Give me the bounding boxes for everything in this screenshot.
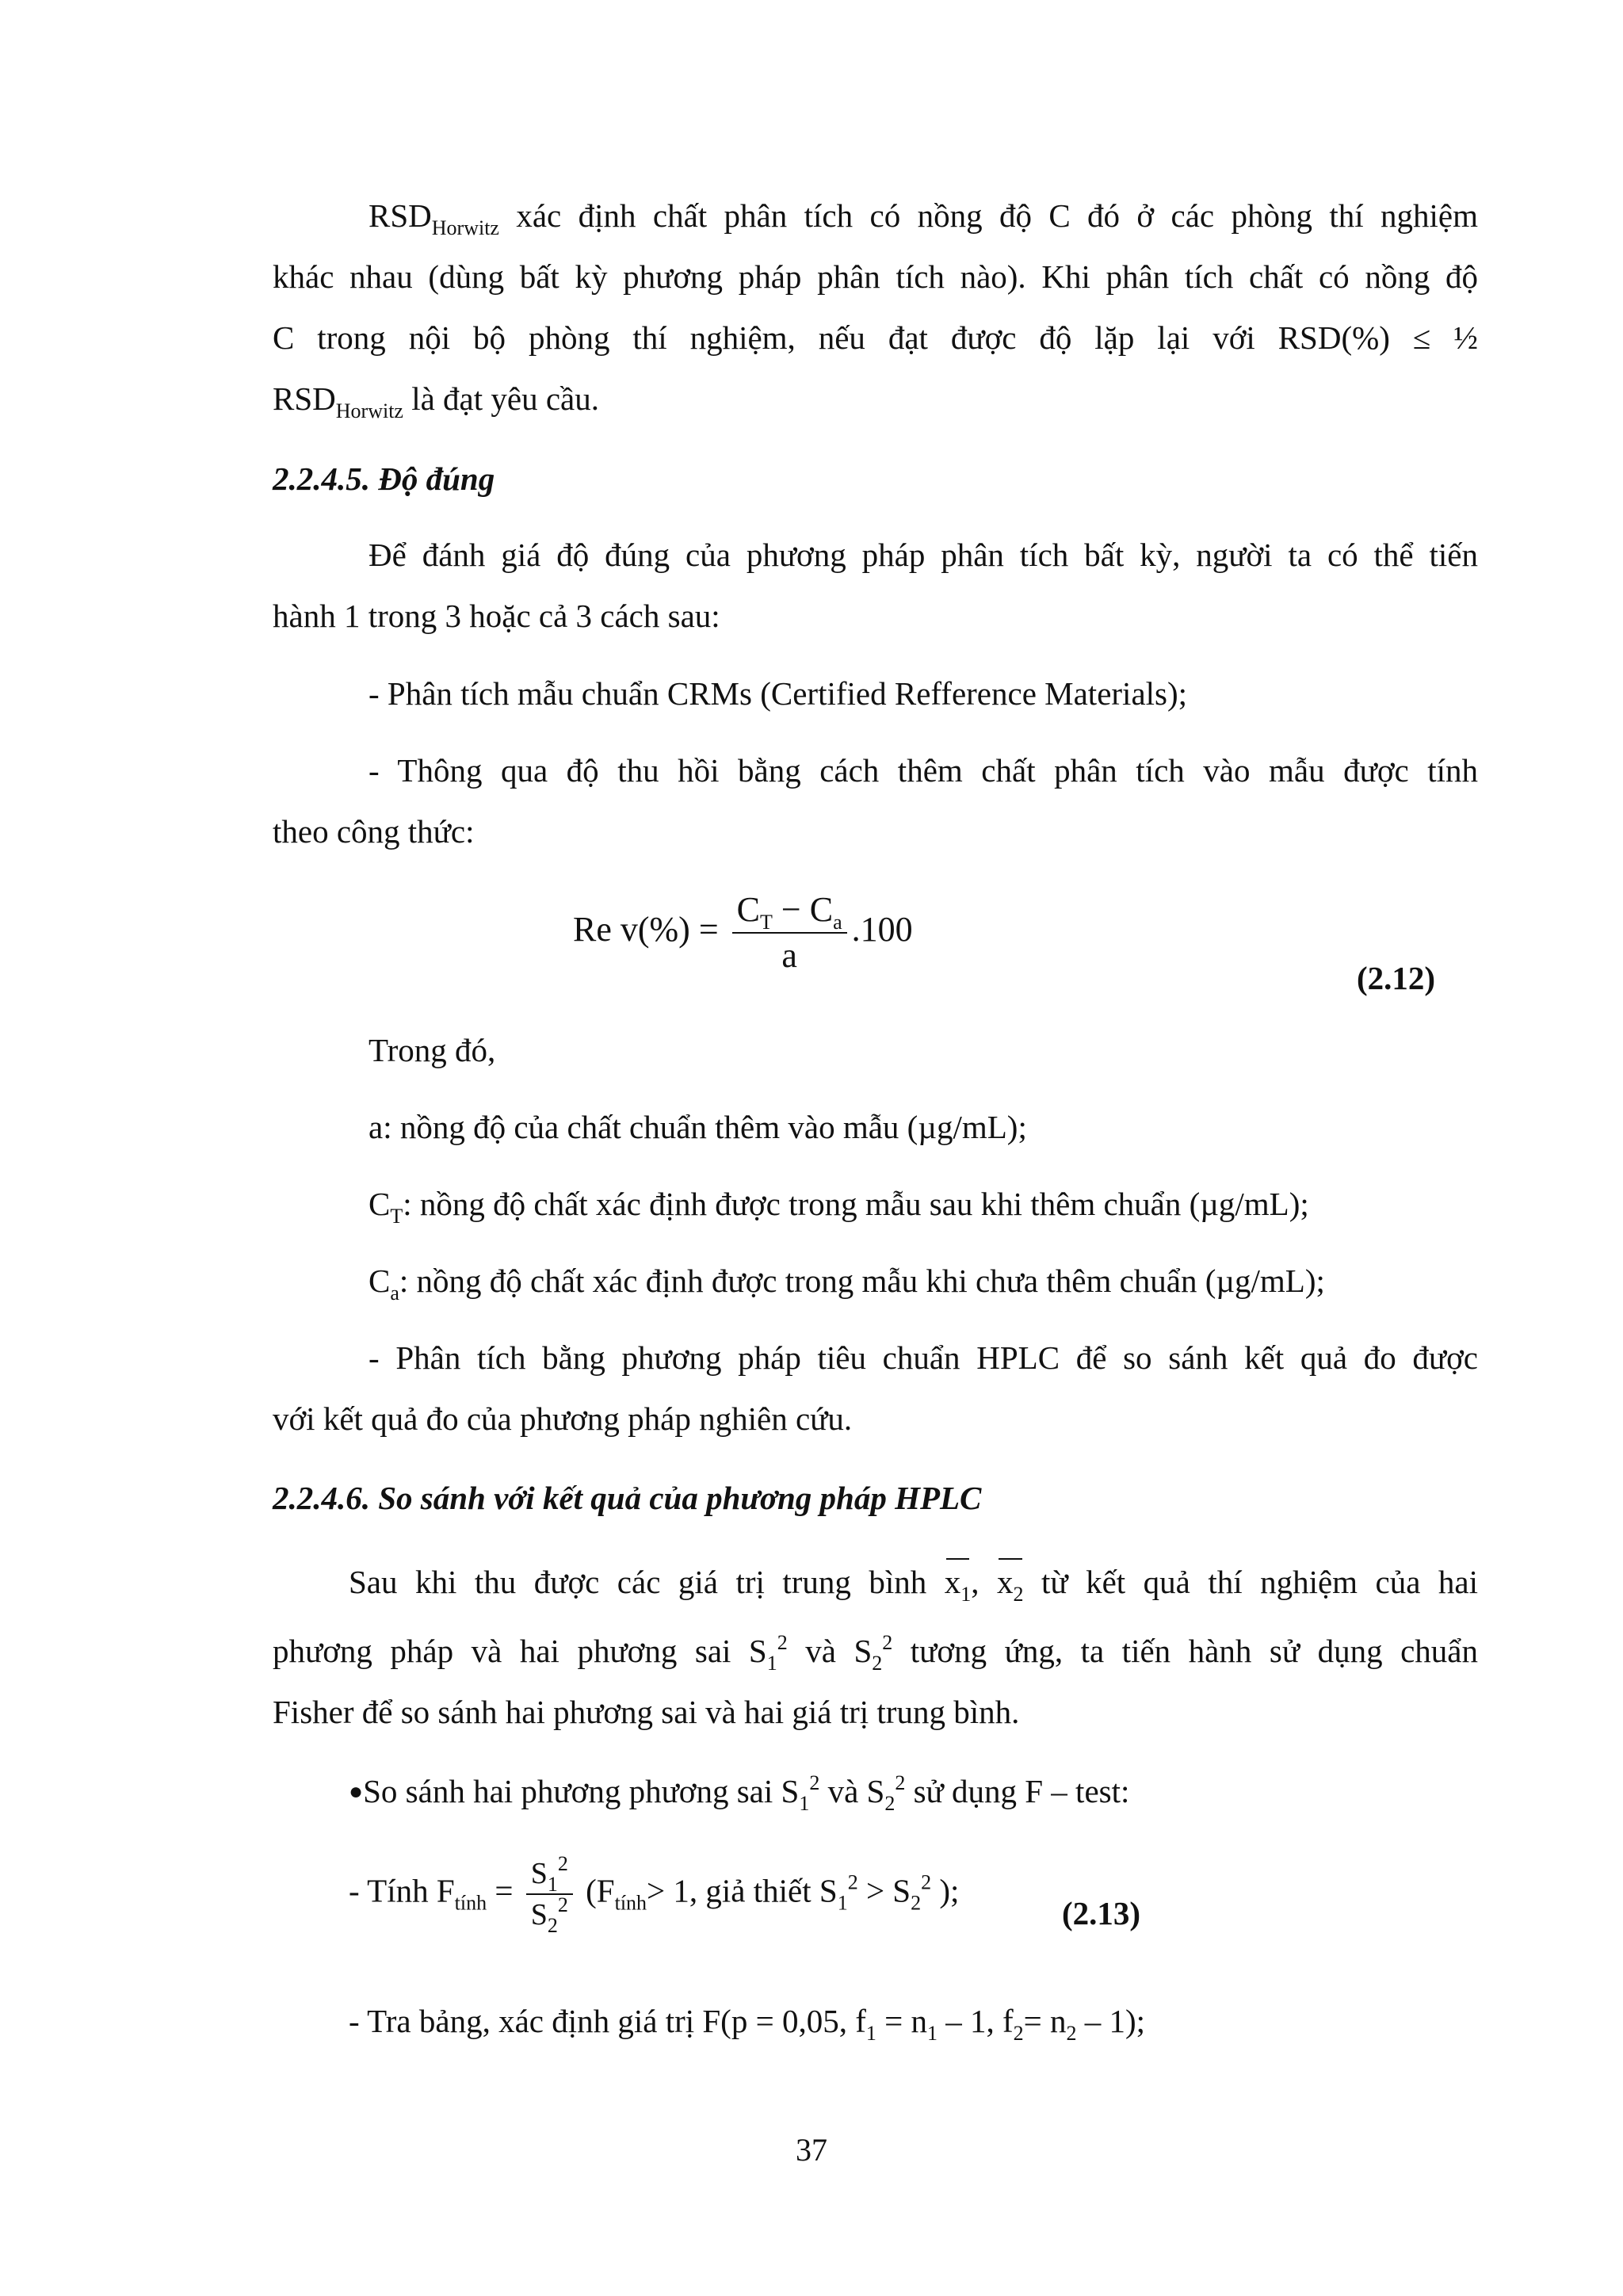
fraction: $\frac{C_T - C_a}{a}$ xyxy=(732,892,847,973)
bullet-item: ●So sánh hai phương phương sai $S_1^2$ và $S_2^2$ sử dụng F – test: xyxy=(349,1771,1130,1815)
paragraph-line: hành 1 trong 3 hoặc cả 3 cách sau: xyxy=(273,598,720,634)
mean-x2: $x_2$ xyxy=(997,1564,1024,1606)
mean-x1: $x_1$ xyxy=(944,1564,972,1606)
paragraph-line: khác nhau (dùng bất kỳ phương pháp phân tích nào). Khi phân tích chất có nồng độ xyxy=(273,258,1478,295)
section-heading: 2.2.4.5. Độ đúng xyxy=(273,460,495,497)
equation-number: (2.13) xyxy=(1062,1895,1141,1931)
list-item: - Phân tích bằng phương pháp tiêu chuẩn HPLC để so sánh kết quả đo được xyxy=(369,1339,1478,1376)
bullet-icon: ● xyxy=(349,1778,364,1805)
definition-line: a: nồng độ của chất chuẩn thêm vào mẫu (µg/mL); xyxy=(369,1109,1027,1145)
section-heading: 2.2.4.6. So sánh với kết quả của phương pháp HPLC xyxy=(273,1480,982,1516)
fraction: $\frac{S_1^2}{S_2^2}$ xyxy=(526,1859,573,1930)
paragraph-line: - Tra bảng, xác định giá trị F(p = 0,05, $f_1 = n_1 - 1$, $f_2= n_2 - 1$); xyxy=(349,2003,1146,2045)
list-item: - Thông qua độ thu hồi bằng cách thêm chất phân tích vào mẫu được tính xyxy=(369,752,1478,789)
equation-2-13: - Tính $F_{tính}$ = $\frac{S_1^2}{S_2^2}$ ($F_{tính}> 1$, giả thiết $S_1^2 > S_2^2$ ); xyxy=(349,1852,960,1937)
paragraph-line: Sau khi thu được các giá trị trung bình $x_1$, $x_2$ từ kết quả thí nghiệm của hai xyxy=(349,1564,1479,1606)
paragraph-line: $RSD_{Horwitz}$ xác định chất phân tích có nồng độ C đó ở các phòng thí nghiệm xyxy=(369,197,1478,239)
paragraph-line: Fisher để so sánh hai phương sai và hai giá trị trung bình. xyxy=(273,1694,1020,1730)
paragraph-line: phương pháp và hai phương sai $S_1^2$ và $S_2^2$ tương ứng, ta tiến hành sử dụng chuẩn xyxy=(273,1631,1478,1675)
equation-2-12: Re v(%) = $\frac{C_T - C_a}{a}$ .100 xyxy=(573,890,913,975)
paragraph-line: Trong đó, xyxy=(369,1032,496,1068)
list-item: - Phân tích mẫu chuẩn CRMs (Certified Refference Materials); xyxy=(369,675,1188,712)
equation-number: (2.12) xyxy=(1357,960,1436,996)
page-number: 37 xyxy=(796,2132,827,2168)
paragraph-line: Để đánh giá độ đúng của phương pháp phân tích bất kỳ, người ta có thể tiến xyxy=(369,537,1478,573)
definition-line: $C_a$: nồng độ chất xác định được trong mẫu khi chưa thêm chuẩn (µg/mL); xyxy=(369,1263,1325,1305)
paragraph-line: C trong nội bộ phòng thí nghiệm, nếu đạt được độ lặp lại với RSD(%) ≤ ½ xyxy=(273,319,1478,356)
paragraph-line: theo công thức: xyxy=(273,813,475,850)
definition-line: $C_T$: nồng độ chất xác định được trong mẫu sau khi thêm chuẩn (µg/mL); xyxy=(369,1186,1309,1228)
paragraph-line: $RSD_{Horwitz}$ là đạt yêu cầu. xyxy=(273,380,599,422)
paragraph-line: với kết quả đo của phương pháp nghiên cứu. xyxy=(273,1400,853,1437)
